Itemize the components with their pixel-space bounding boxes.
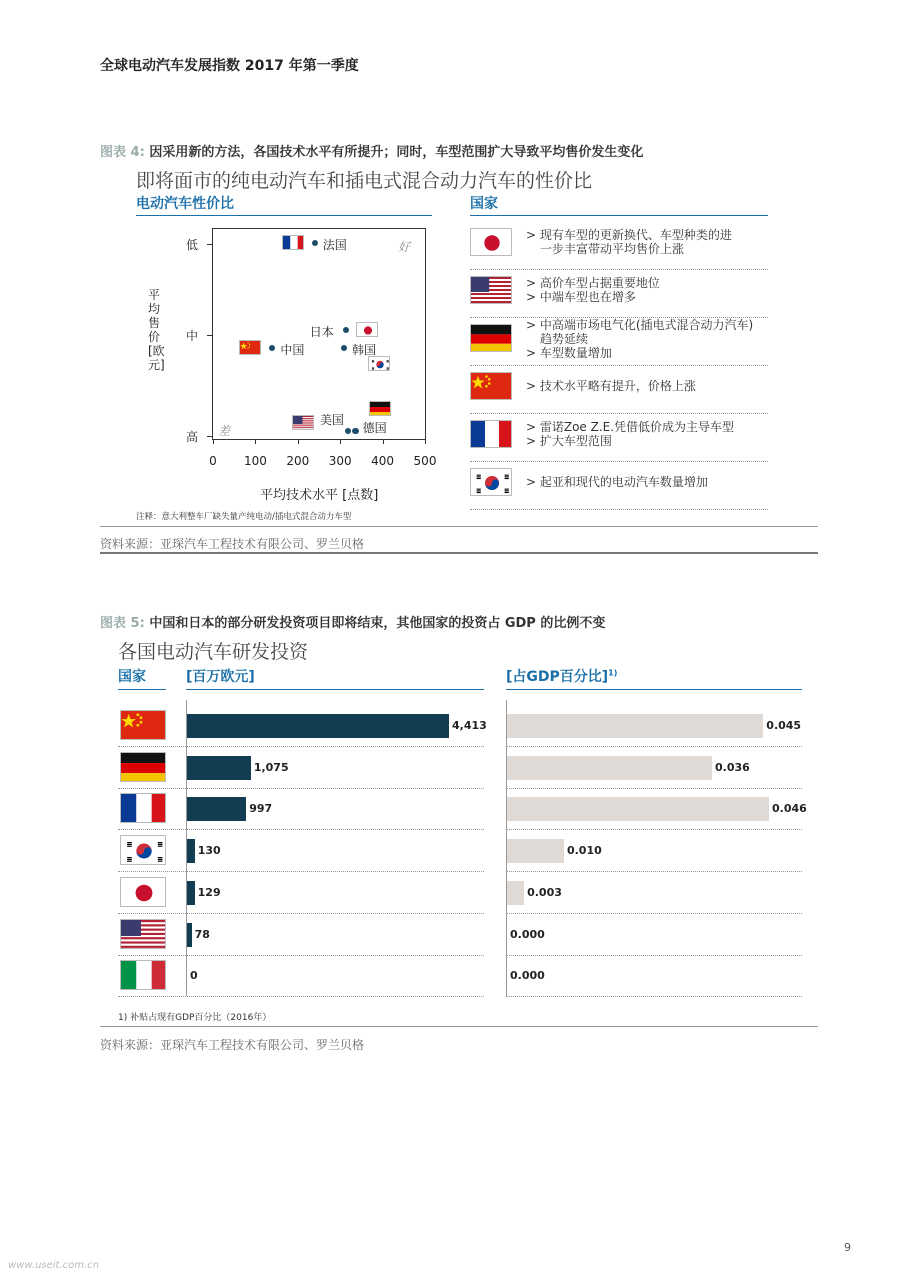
scatter-point-label: 法国 [322, 238, 347, 253]
cn-flag-icon [121, 711, 166, 740]
invest-bar-label: 129 [197, 885, 221, 899]
watermark: www.useit.com.cn [8, 1260, 100, 1271]
gdp-bar-label: 0.003 [527, 885, 562, 899]
gdp-bar-label: 0.000 [510, 969, 545, 983]
figure4-source: 资料来源：亚琛汽车工程技术有限公司、罗兰贝格 [100, 537, 365, 551]
invest-bar [187, 881, 195, 905]
bar-flag-it [120, 960, 166, 990]
scatter-x-tick: 0 [209, 454, 217, 468]
it-flag-icon [121, 961, 166, 990]
invest-bar-label: 4,413 [452, 719, 487, 732]
figure4-right-head: 国家 [470, 196, 498, 212]
country-text-line: > 中高端市场电气化(插电式混合动力汽车) [526, 318, 754, 332]
row-divider-right [506, 829, 802, 830]
row-divider-right [506, 871, 802, 872]
figure4-label: 图表 4: [100, 145, 145, 160]
figure4-subtitle: 即将面市的纯电动汽车和插电式混合动力汽车的性价比 [136, 170, 593, 192]
figure5-col-gdp-text: [占GDP百分比] [506, 669, 609, 685]
country-text-line: > 高价车型占据重要地位 [526, 276, 660, 290]
scatter-bad-label: 差 [218, 424, 231, 438]
scatter-x-tick: 300 [328, 454, 352, 468]
gdp-bar [507, 881, 524, 905]
gdp-bar-label: 0.046 [772, 802, 807, 816]
row-divider-left [118, 955, 484, 956]
invest-bar [187, 714, 449, 738]
country-text-line: > 车型数量增加 [526, 346, 612, 360]
row-divider-left [118, 788, 484, 789]
scatter-point-label: 德国 [362, 420, 387, 435]
fr-flag-icon [121, 794, 166, 823]
gdp-bar [507, 839, 564, 863]
scatter-y-tick: 高 [186, 430, 199, 444]
figure4-note: 注释：意大利整车厂缺失量产纯电动/插电式混合动力车型 [136, 512, 352, 522]
bar-flag-de [120, 752, 166, 782]
row-divider-right [506, 913, 802, 914]
row-divider-left [118, 829, 484, 830]
country-text-line: 趋势延续 [540, 332, 589, 346]
figure4-title-text: 因采用新的方法，各国技术水平有所提升；同时，车型范围扩大导致平均售价发生变化 [149, 145, 644, 160]
scatter-ylabel: 平均售价[欧元] [148, 288, 165, 372]
figure5-subtitle: 各国电动汽车研发投资 [118, 641, 309, 663]
figure5-source: 资料来源：亚琛汽车工程技术有限公司、罗兰贝格 [100, 1038, 365, 1052]
country-text-line: 一步丰富带动平均售价上涨 [540, 242, 685, 256]
row-divider-right [506, 788, 802, 789]
gdp-bar-label: 0.010 [566, 844, 602, 858]
row-divider-right [506, 746, 802, 747]
scatter-y-tick: 低 [186, 238, 199, 253]
bar-flag-kr [120, 835, 166, 865]
scatter-x-tick: 500 [413, 454, 437, 468]
scatter-point-label: 日本 [309, 324, 334, 339]
bar-flag-jp [120, 877, 166, 907]
scatter-x-tick: 200 [286, 454, 310, 468]
invest-bar-label: 1,075 [253, 760, 289, 774]
figure5-col-country: 国家 [118, 669, 146, 685]
gdp-bar-label: 0.045 [766, 719, 802, 732]
figure5-col-invest: [百万欧元] [186, 669, 255, 685]
country-text-line: > 雷诺Zoe Z.E.凭借低价成为主导车型 [526, 420, 735, 434]
page-number: 9 [844, 1241, 851, 1254]
figure5-label: 图表 5: [100, 616, 145, 631]
invest-bar-label: 130 [197, 844, 221, 858]
scatter-good-label: 好 [398, 240, 411, 254]
scatter-x-tick: 400 [371, 454, 395, 468]
bar-flag-fr [120, 793, 166, 823]
invest-bar [187, 797, 246, 821]
scatter-xlabel: 平均技术水平 [点数] [260, 488, 379, 503]
country-text-line: > 技术水平略有提升，价格上涨 [526, 379, 696, 393]
figure5-title-text: 中国和日本的部分研发投资项目即将结束，其他国家的投资占 GDP 的比例不变 [149, 616, 606, 631]
gdp-bar [507, 714, 763, 738]
figure5-footnote: 1) 补贴占现有GDP百分比（2016年） [118, 1013, 272, 1023]
invest-bar-label: 997 [249, 802, 273, 816]
country-text-line: > 现有车型的更新换代、车型种类的进 [526, 228, 732, 242]
invest-bar [187, 923, 192, 947]
figure5-col-gdp-sup: 1) [608, 668, 618, 678]
invest-bar-label: 78 [194, 927, 210, 941]
row-divider-left [118, 996, 484, 997]
us-flag-icon [121, 920, 166, 949]
kr-flag-icon [121, 836, 166, 865]
gdp-bar-label: 0.000 [510, 927, 545, 941]
scatter-y-tick: 中 [186, 329, 199, 343]
invest-bar [187, 756, 251, 780]
de-flag-icon [121, 753, 166, 782]
page-header-title: 全球电动汽车发展指数 2017 年第一季度 [100, 58, 359, 74]
invest-bar [187, 839, 195, 863]
row-divider-right [506, 996, 802, 997]
figure5-source-rule [100, 1026, 818, 1027]
jp-flag-icon [121, 878, 166, 907]
row-divider-left [118, 871, 484, 872]
row-divider-left [118, 746, 484, 747]
gdp-bar-label: 0.036 [715, 760, 750, 774]
figure4-left-head: 电动汽车性价比 [136, 196, 234, 212]
row-divider-right [506, 955, 802, 956]
invest-bar-label: 0 [190, 969, 198, 983]
scatter-point-label: 美国 [319, 412, 344, 427]
scatter-point-label: 韩国 [352, 343, 377, 358]
country-text-line: > 扩大车型范围 [526, 434, 612, 448]
scatter-x-tick: 100 [243, 454, 267, 468]
gdp-bar [507, 756, 712, 780]
row-divider-left [118, 913, 484, 914]
scatter-point-label: 中国 [280, 343, 305, 358]
bar-flag-us [120, 919, 166, 949]
country-text-line: > 中端车型也在增多 [526, 290, 636, 304]
gdp-bar [507, 797, 769, 821]
bar-flag-cn [120, 710, 166, 740]
country-text-line: > 起亚和现代的电动汽车数量增加 [526, 475, 708, 489]
